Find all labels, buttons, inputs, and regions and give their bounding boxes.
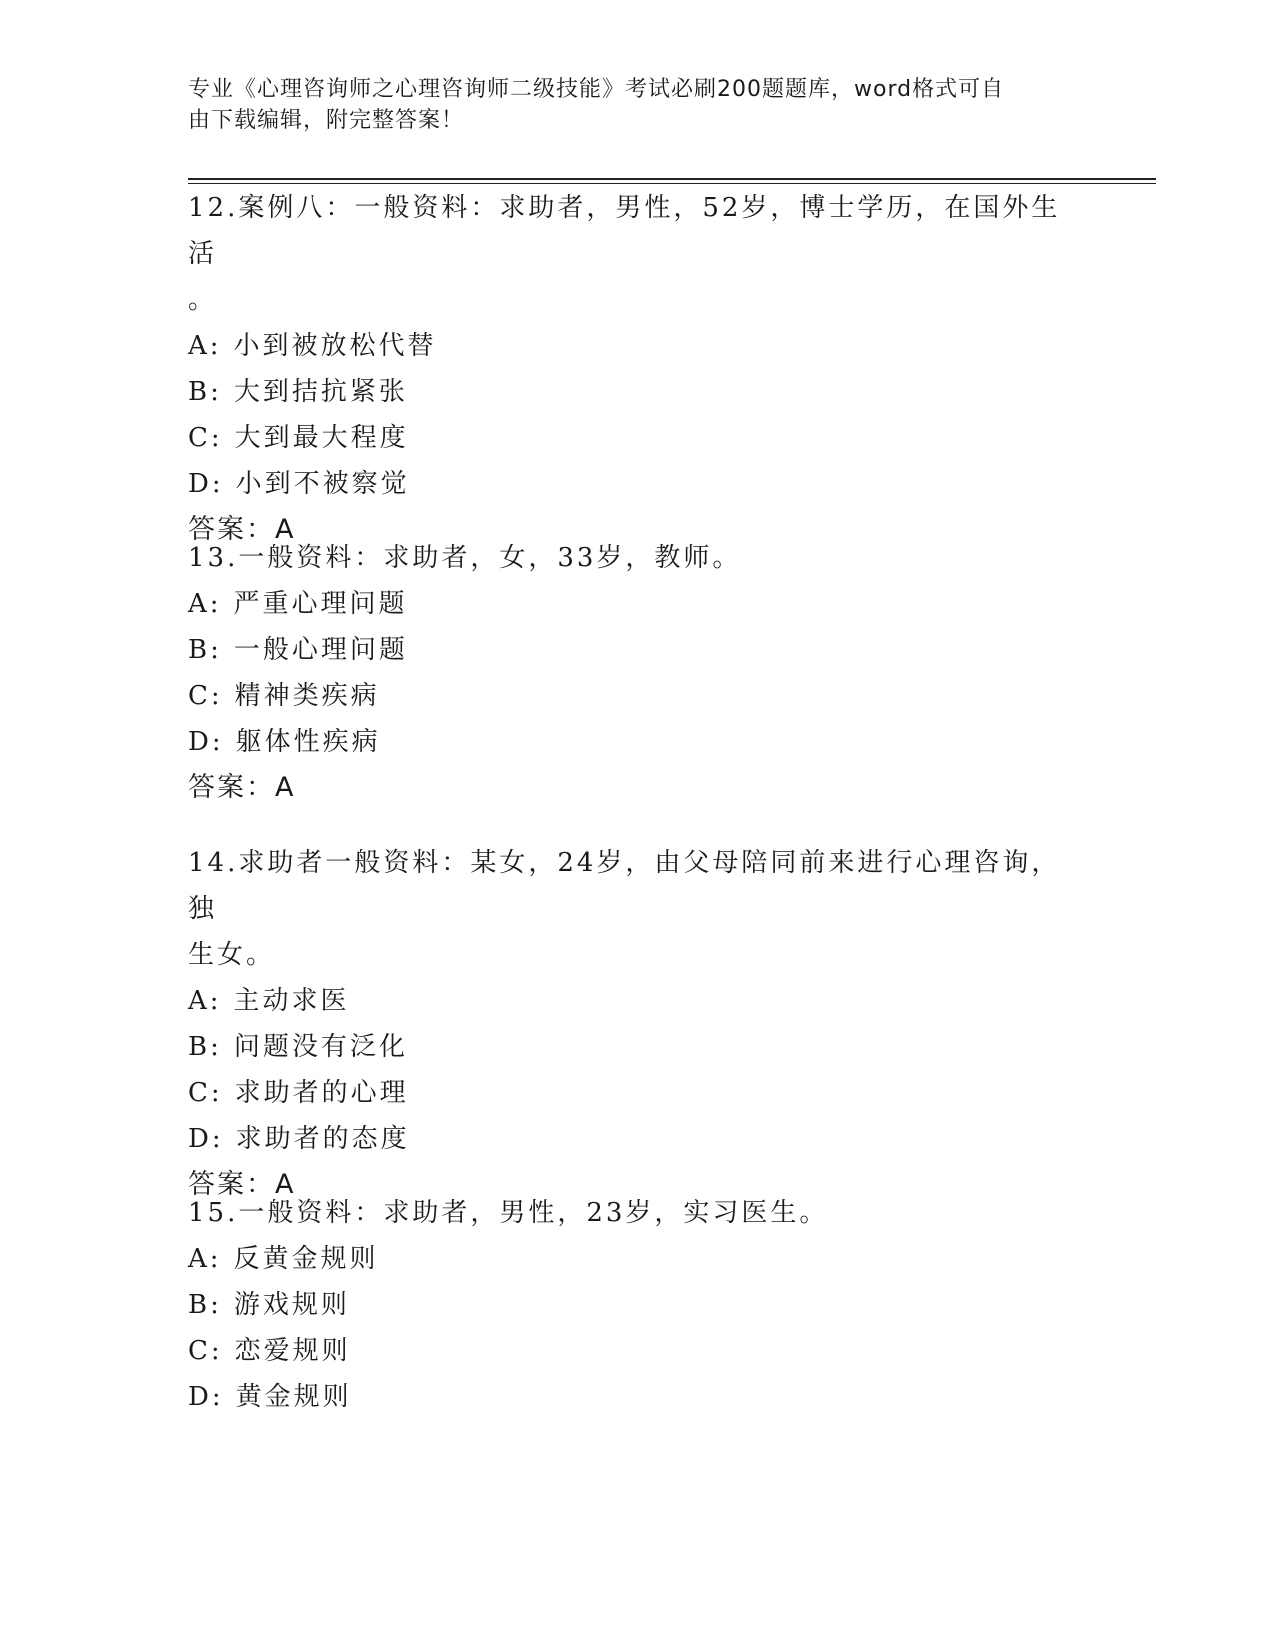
option-text: 求助者的态度	[235, 1124, 410, 1154]
option-letter: B:	[188, 1032, 222, 1062]
option-letter: D:	[188, 1124, 224, 1154]
option-c	[188, 1070, 1088, 1116]
option-text: 大到拮抗紧张	[233, 377, 408, 407]
option-a	[188, 978, 1088, 1024]
option-letter: D:	[188, 727, 224, 757]
question-14	[188, 840, 1088, 1208]
question-13	[188, 535, 1088, 811]
option-letter: D:	[188, 1382, 224, 1412]
option-letter: B:	[188, 1290, 222, 1320]
option-a	[188, 581, 1088, 627]
option-text: 躯体性疾病	[235, 727, 381, 757]
option-b	[188, 627, 1088, 673]
option-c	[188, 415, 1088, 461]
option-text: 严重心理问题	[233, 589, 408, 619]
question-title: 15.一般资料：求助者，男性，23岁，实习医生。	[188, 1198, 829, 1228]
option-c	[188, 673, 1088, 719]
option-text: 小到被放松代替	[233, 331, 437, 361]
question-15	[188, 1190, 1088, 1420]
question-title-continued: 。	[188, 285, 218, 315]
question-title: 12.案例八：一般资料：求助者，男性，52岁，博士学历，在国外生活	[188, 193, 1061, 269]
option-d	[188, 461, 1088, 507]
option-text: 游戏规则	[233, 1290, 350, 1320]
document-header	[188, 74, 1068, 136]
header-line-2: 由下载编辑，附完整答案！	[188, 108, 465, 133]
option-letter: C:	[188, 1078, 223, 1108]
header-divider-thick	[188, 178, 1156, 180]
option-letter: B:	[188, 635, 222, 665]
option-letter: A:	[188, 589, 222, 619]
option-text: 精神类疾病	[234, 681, 380, 711]
option-a	[188, 323, 1088, 369]
question-title: 13.一般资料：求助者，女，33岁，教师。	[188, 543, 742, 573]
option-b	[188, 1282, 1088, 1328]
answer-label: 答案：A	[188, 772, 296, 803]
option-letter: C:	[188, 681, 223, 711]
option-d	[188, 1116, 1088, 1162]
option-b	[188, 1024, 1088, 1070]
option-letter: A:	[188, 986, 222, 1016]
option-letter: C:	[188, 1336, 223, 1366]
option-text: 一般心理问题	[233, 635, 408, 665]
header-line-1: 专业《心理咨询师之心理咨询师二级技能》考试必刷200题题库，word格式可自	[188, 77, 1005, 102]
option-text: 小到不被察觉	[235, 469, 410, 499]
option-text: 黄金规则	[235, 1382, 352, 1412]
option-text: 求助者的心理	[234, 1078, 409, 1108]
option-text: 大到最大程度	[234, 423, 409, 453]
option-d	[188, 1374, 1088, 1420]
option-b	[188, 369, 1088, 415]
option-text: 主动求医	[233, 986, 350, 1016]
option-letter: D:	[188, 469, 224, 499]
option-letter: A:	[188, 331, 222, 361]
option-d	[188, 719, 1088, 765]
question-12	[188, 185, 1088, 553]
option-text: 恋爱规则	[234, 1336, 351, 1366]
header-divider-thin	[188, 183, 1156, 184]
option-letter: B:	[188, 377, 222, 407]
answer-label: 答案：A	[188, 514, 296, 545]
option-text: 问题没有泛化	[233, 1032, 408, 1062]
option-letter: A:	[188, 1244, 222, 1274]
question-title: 14.求助者一般资料：某女，24岁，由父母陪同前来进行心理咨询，独	[188, 848, 1061, 924]
option-text: 反黄金规则	[233, 1244, 379, 1274]
option-letter: C:	[188, 423, 223, 453]
option-a	[188, 1236, 1088, 1282]
answer-label: 答案：A	[188, 1169, 296, 1200]
option-c	[188, 1328, 1088, 1374]
question-title-continued: 生女。	[188, 940, 276, 970]
